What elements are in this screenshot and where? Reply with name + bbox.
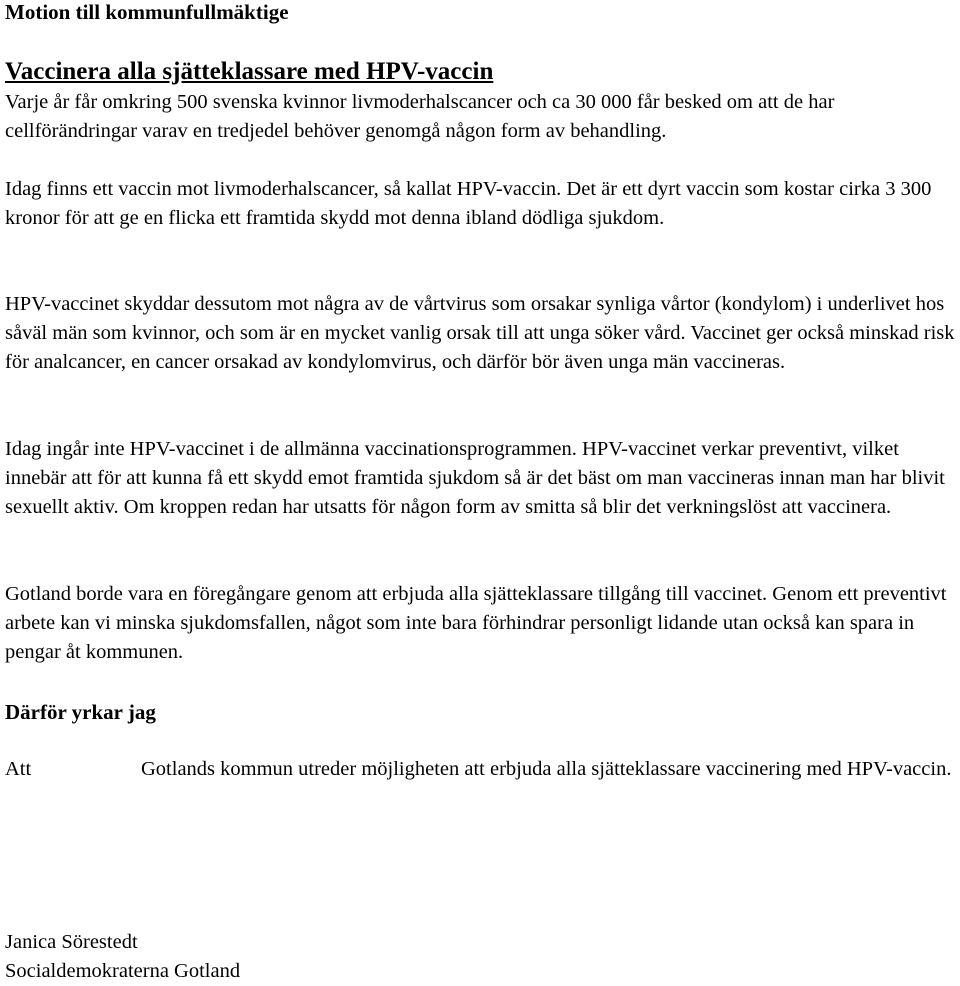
paragraph-5: Gotland borde vara en föregångare genom att erbjuda alla sjätteklassare tillgång till vaccinet. Genom ett preventivt arbete kan vi minska sjukdomsfallen, något som inte bara förhindrar personligt lidande utan också kan spara in pengar åt kommunen.	[5, 583, 947, 663]
proposal-text: Gotlands kommun utreder möjligheten att erbjuda alla sjätteklassare vaccinering med HPV-vaccin.	[141, 758, 952, 780]
proposal-label: Att	[5, 758, 32, 780]
signature-party: Socialdemokraterna Gotland	[5, 960, 241, 982]
document-title: Vaccinera alla sjätteklassare med HPV-vaccin	[5, 58, 494, 85]
paragraph-3: HPV-vaccinet skyddar dessutom mot några av de vårtvirus som orsakar synliga vårtor (kondylom) i underlivet hos såväl män som kvinnor, och som är en mycket vanlig orsak till att unga söker vård. Vaccinet ger också minskad risk för analcancer, en cancer orsakad av kondylomvirus, och därför bör även unga män vaccineras.	[5, 293, 955, 373]
signature-block	[5, 928, 240, 986]
proposal-heading: Därför yrkar jag	[5, 700, 156, 724]
paragraph-4: Idag ingår inte HPV-vaccinet i de allmänna vaccinationsprogrammen. HPV-vaccinet verkar preventivt, vilket innebär att för att kunna få ett skydd emot framtida sjukdom så är det bäst om man vaccineras innan man har blivit sexuellt aktiv. Om kroppen redan har utsatts för någon form av smitta så blir det verkningslöst att vaccinera.	[5, 438, 945, 518]
paragraph-2: Idag finns ett vaccin mot livmoderhalscancer, så kallat HPV-vaccin. Det är ett dyrt vaccin som kostar cirka 3 300 kronor för att ge en flicka ett framtida skydd mot denna ibland dödliga sjukdom.	[5, 178, 932, 229]
document-header: Motion till kommunfullmäktige	[5, 0, 289, 24]
paragraph-1: Varje år får omkring 500 svenska kvinnor livmoderhalscancer och ca 30 000 får besked om att de har cellförändringar varav en tredjedel behöver genomgå någon form av behandling.	[5, 91, 835, 142]
signature-name: Janica Sörestedt	[5, 931, 138, 953]
